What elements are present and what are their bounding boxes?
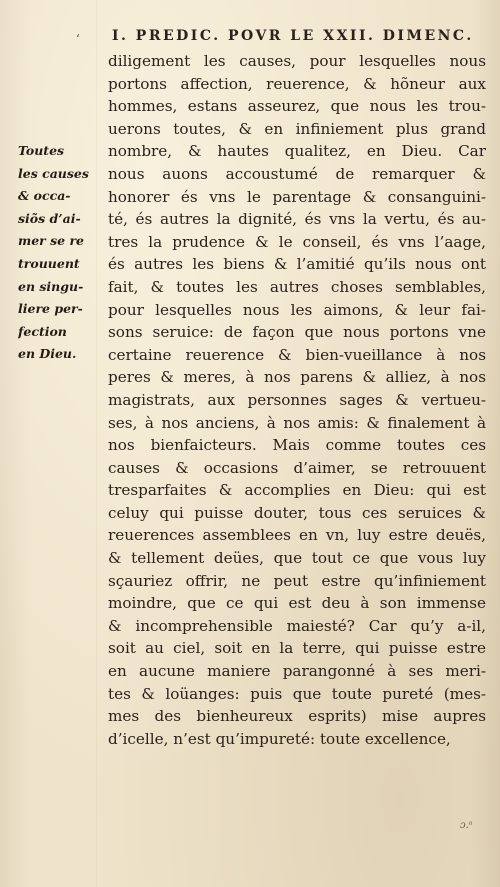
text-line: tres la prudence & le conseil, és vns l’aage, [108, 232, 486, 251]
body-text [108, 50, 486, 750]
text-line: nombre, & hautes qualitez, en Dieu. Car [108, 142, 486, 161]
margin-note-line: trouuent [18, 255, 80, 271]
text-line: nous auons accoustumé de remarquer & [108, 164, 486, 183]
text-line: peres & meres, à nos parens & alliez, à nos [108, 368, 486, 387]
text-line: ses, à nos anciens, à nos amis: & finalement à [108, 413, 486, 432]
text-line: fait, & toutes les autres choses semblables, [108, 277, 486, 296]
margin-notes [18, 140, 110, 366]
text-line: hommes, estans asseurez, que nous les trou- [108, 97, 486, 116]
margin-note-line: fection [18, 323, 67, 339]
margin-note-line: Toutes [18, 143, 65, 158]
text-line: sçauriez offrir, ne peut estre qu’infiniement [108, 571, 486, 590]
text-line: en aucune maniere parangonné à ses meri- [108, 662, 486, 681]
text-line: moindre, que ce qui est deu à son immense [108, 594, 486, 613]
text-line: & incomprehensible maiesté? Car qu’y a-il, [108, 616, 486, 635]
text-line: portons affection, reuerence, & hõneur aux [108, 74, 486, 93]
text-line: honorer és vns le parentage & consanguini- [108, 187, 486, 206]
text-line: tes & loüanges: puis que toute pureté (mes- [108, 684, 486, 703]
margin-note-line: liere per- [18, 301, 83, 317]
running-title: I. PREDIC. POVR LE XXII. DIMENC. [112, 28, 474, 44]
text-line: soit au ciel, soit en la terre, qui puisse estre [108, 639, 486, 658]
header-tick-mark: ‘ [76, 32, 80, 46]
margin-note-line: & occa- [18, 188, 71, 204]
text-line: tresparfaites & accomplies en Dieu: qui est [108, 481, 486, 500]
text-line: causes & occasions d’aimer, se retrouuent [108, 458, 486, 477]
text-line: reuerences assemblees en vn, luy estre deuës, [108, 526, 486, 545]
text-line: certaine reuerence & bien-vueillance à nos [108, 345, 486, 364]
text-line: diligement les causes, pour lesquelles nous [108, 52, 486, 70]
text-line: & tellement deües, que tout ce que vous luy [108, 549, 486, 568]
page-shadow [96, 0, 97, 887]
text-line: d’icelle, n’est qu’impureté: toute excellence, [108, 729, 451, 748]
margin-note-line: siõs d’ai- [18, 210, 81, 226]
text-line: pour lesquelles nous les aimons, & leur fai- [108, 300, 486, 319]
text-line: uerons toutes, & en infiniement plus grand [108, 119, 486, 138]
text-line: magistrats, aux personnes sages & vertueu- [108, 390, 486, 409]
text-line: celuy qui puisse douter, tous ces seruices & [108, 503, 486, 522]
folio-mark: ɔ.ᵃ [460, 820, 473, 831]
text-line: nos bienfaicteurs. Mais comme toutes ces [108, 436, 486, 455]
margin-note-line: en Dieu. [18, 346, 77, 362]
margin-note-line: les causes [18, 165, 89, 181]
margin-note-line: en singu- [18, 278, 84, 294]
text-line: és autres les biens & l’amitié qu’ils nous ont [108, 255, 486, 274]
text-line: sons seruice: de façon que nous portons vne [108, 323, 486, 342]
text-line: mes des bienheureux esprits) mise aupres [108, 707, 486, 726]
text-line: té, és autres la dignité, és vns la vertu, és au- [108, 210, 486, 229]
margin-note-line: mer se re [18, 233, 84, 249]
